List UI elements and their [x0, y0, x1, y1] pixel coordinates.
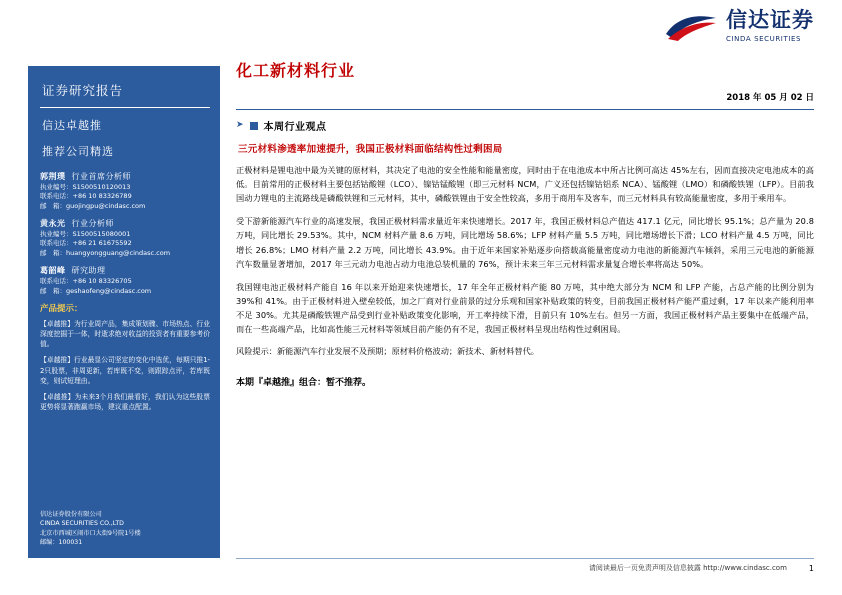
- bullet-square-icon: [250, 122, 258, 130]
- page-title: 化工新材料行业: [236, 61, 356, 80]
- analyst-entry: [40, 265, 210, 296]
- page-footer: [236, 563, 814, 573]
- analyst-name: [40, 171, 210, 183]
- body-paragraph: 我国锂电池正极材料产能自 16 年以来开始迎来快速增长，17 年全年正极材料产能 80 万吨，其中绝大部分为 NCM 和 LFP 产能，占总产能的比例分别为 39%和 41%。由于正极材料进入壁垒较低，加之厂商对行业前景的过分乐观和国家补贴政策的转变，目前我国正极材料产能严重过剩，17 年以来产能利用率不足 30%。尤其是磷酸铁锂产品受到行业补贴政策变化影响，开工率持续下滑，目前只有 10%左右。但另一方面，我国正极材料产品主要集中在低端产品，而在一些高端产品，比如高性能三元材料等领域目前产能仍有不足，我国正极材料呈现出结构性过剩困局。: [236, 281, 814, 335]
- footer-disclaimer[interactable]: 请阅读最后一页免责声明及信息披露 http://www.cindasc.com: [588, 564, 787, 572]
- sidebar-divider: [40, 107, 210, 108]
- analyst-role: 研究助理: [71, 266, 106, 276]
- body-paragraph: 正极材料是锂电池中最为关键的原材料，其决定了电池的安全性能和能量密度，同时由于在电池成本中所占比例可高达 45%左右，因而直接决定电池成本的高低。目前常用的正极材料主要包括钴酸锂（LCO）、镍钴锰酸锂（即三元材料 NCM，广义还包括镍钴铝系 NCA）、锰酸锂（LMO）和磷酸铁锂（LFP）。目前我国动力锂电的主流路线是磷酸铁锂和三元材料，其中，磷酸铁锂由于安全性较高，多用于商用车及客车，而三元材料具有较高能量密度，多用于乘用车。: [236, 165, 814, 204]
- footer-divider: [236, 558, 814, 559]
- section-title: 本周行业观点: [263, 122, 327, 133]
- main-content: [236, 58, 814, 388]
- analyst-name-text: 黄永光: [40, 219, 66, 229]
- company-info-line: 邮编：100031: [40, 539, 83, 547]
- analyst-name-text: 郭荆璞: [40, 171, 66, 181]
- brand-text: [726, 10, 814, 43]
- sidebar-title: 证券研究报告: [42, 83, 124, 98]
- sidebar: [28, 66, 220, 558]
- analyst-line: 邮 箱：guojingpu@cindasc.com: [40, 201, 146, 210]
- product-note-item: 【卓越推】为行业周产品，集成策划骤、市场热点、行业深度挖掘于一体，时逝求绝对收益的投资者有重要参考价值。: [40, 319, 210, 349]
- analyst-line: 联系电话：+86 10 83326789: [40, 192, 132, 201]
- title-divider: [236, 109, 814, 110]
- subsection-title: 三元材料渗透率加速提升，我国正极材料面临结构性过剩困局: [238, 144, 503, 155]
- body-paragraph: 受下游新能源汽车行业的高速发展，我国正极材料需求量近年来快速增长。2017 年，我国正极材料总产值达 417.1 亿元，同比增长 95.1%；总产量为 20.8 万吨，同比增长 29.53%。其中，NCM 材料产量 8.6 万吨，同比增场 58.6%；LFP 材料产量 5.5 万吨，同比增场增长下滑；LCO 材料产量 4.5 万吨，同比增长 26.8%；LMO 材料产量 2.2 万吨，同比增长 43.9%。由于近年来国家补贴逐步向搭载高能量密度动力电池的新能源汽车倾斜，采用三元电池的新能源汽车数量显著增加，2017 年三元动力电池占动力电池总装机量的 76%，预计未来三年三元材料需求量复合增长率将高达 50%。: [236, 216, 814, 269]
- analyst-name: [40, 265, 210, 277]
- analyst-line: 邮 箱：geshaofeng@cindasc.com: [40, 286, 152, 295]
- analyst-line: 邮 箱：huangyongguang@cindasc.com: [40, 248, 171, 257]
- company-info-line: 信达证券股份有限公司: [40, 510, 102, 518]
- risk-statement: 风险提示：新能源汽车行业发展不及预期；原材料价格波动；新技术、新材料替代。: [236, 346, 539, 357]
- page-number: 1: [808, 563, 814, 573]
- company-info-line: CINDA SECURITIES CO.,LTD: [40, 520, 124, 528]
- analyst-role: 行业首席分析师: [71, 171, 131, 181]
- analyst-line: 联系电话：+86 21 61675592: [40, 239, 132, 248]
- brand-name-en: CINDA SECURITIES: [726, 35, 802, 43]
- page-header: [0, 0, 842, 48]
- analyst-role: 行业分析师: [71, 219, 114, 229]
- arrow-right-icon: ➤: [236, 120, 244, 130]
- sidebar-subtitle-2: 推荐公司精选: [42, 145, 114, 159]
- product-note-title: 产品提示：: [40, 304, 83, 315]
- brand-name-cn: 信达证券: [726, 8, 814, 32]
- product-note-item: 【卓越推】行业最显公司坚定的变化中选优，每期只推1-2只股票，非周更新，若库既不变，则跟踪点评，若库既变，则试短理由。: [40, 356, 210, 385]
- cinda-swoosh-logo: [664, 12, 718, 42]
- section-header: [236, 118, 814, 133]
- portfolio-statement: 本期『卓越推』组合：暂不推荐。: [236, 378, 372, 389]
- analyst-line: 联系电话：+86 10 83326705: [40, 277, 132, 286]
- brand-logo: [664, 10, 814, 43]
- analyst-name: [40, 218, 210, 230]
- company-info-line: 北京市西城区闹市口大街9号院1号楼: [40, 529, 141, 537]
- analyst-line: 执业编号：S1500515080001: [40, 230, 131, 239]
- analyst-line: 执业编号：S1500510120013: [40, 182, 131, 191]
- report-date: 2018 年 05 月 02 日: [726, 93, 814, 103]
- analyst-entry: [40, 171, 210, 211]
- analyst-entry: [40, 218, 210, 258]
- sidebar-company-info: [40, 510, 141, 548]
- product-note-item: 【卓越推】为未来3个月我们最看好，我们认为这些股票更势将显著跑赢市场，建议重点配置。: [40, 393, 210, 412]
- sidebar-subtitle: 信达卓越推: [42, 118, 102, 132]
- analyst-name-text: 葛韶峰: [40, 266, 66, 276]
